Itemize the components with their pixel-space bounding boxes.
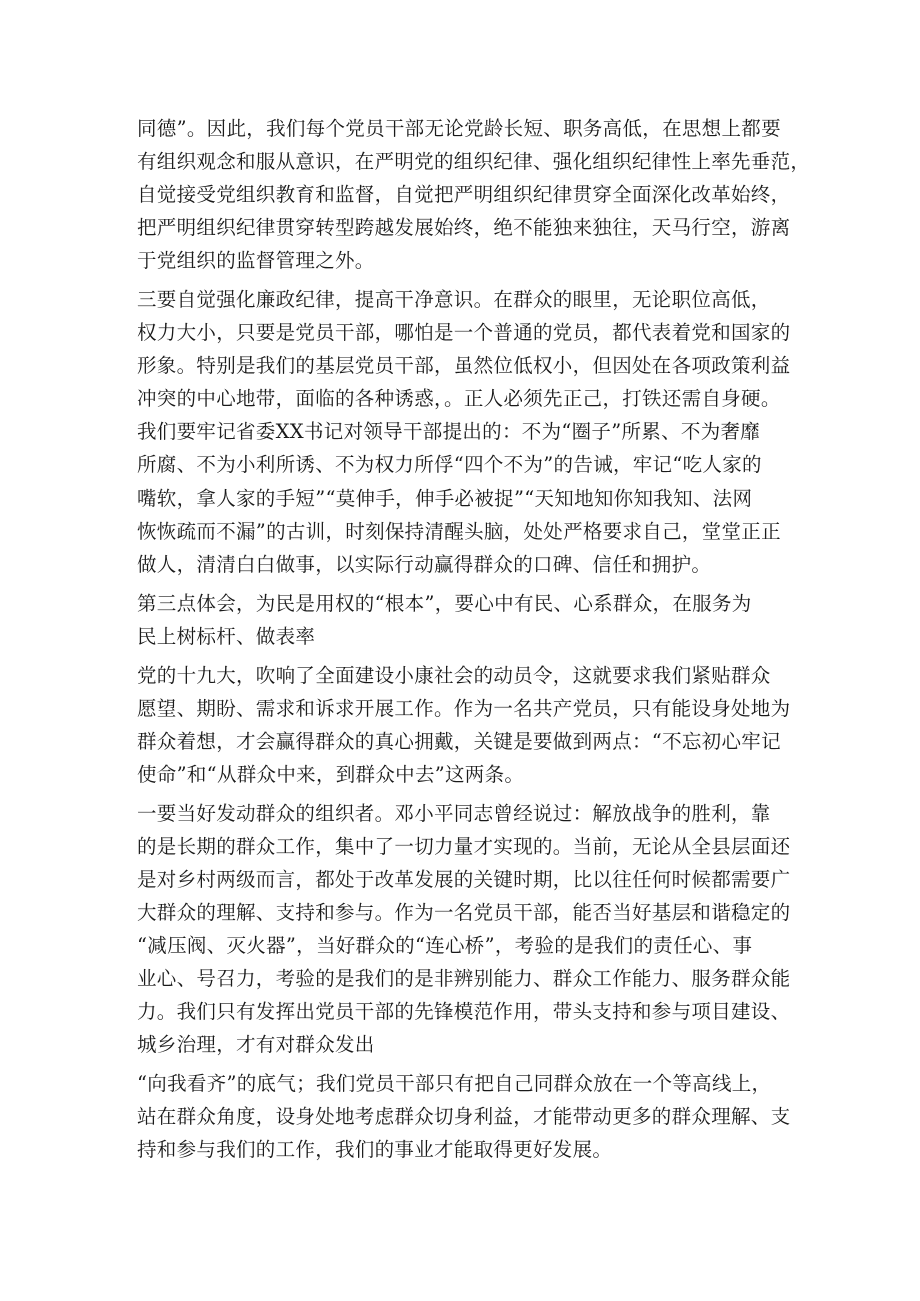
text-line: 权力大小，只要是党员干部，哪怕是一个普通的党员，都代表着党和国家的	[137, 321, 791, 344]
text-line: 城乡治理，才有对群众发出	[137, 1033, 375, 1056]
text-line: “向我看齐”的底气；我们党员干部只有把自己同群众放在一个等高线上，	[137, 1072, 772, 1095]
text-line: 一要当好发动群众的组织者。邓小平同志曾经说过：解放战争的胜利，靠	[137, 802, 771, 825]
text-line: 嘴软，拿人家的手短”“莫伸手，伸手必被捉”“天知地知你知我知、法网	[137, 487, 753, 510]
text-line: 使命”和“从群众中来，到群众中去”这两条。	[137, 763, 525, 786]
text-line: 恢恢疏而不漏”的古训，时刻保持清醒头脑，处处严格要求自己，堂堂正正	[137, 520, 781, 543]
text-line: 把严明组织纪律贯穿转型跨越发展始终，绝不能独来独往，天马行空，游离	[137, 216, 791, 239]
text-line: 民上树标杆、做表率	[137, 625, 316, 648]
text-line: 同德”。因此，我们每个党员干部无论党龄长短、职务高低，在思想上都要	[137, 117, 781, 140]
text-line: 第三点体会，为民是用权的“根本”，要心中有民、心系群众，在服务为	[137, 592, 752, 615]
text-line: 的是长期的群众工作，集中了一切力量才实现的。当前，无论从全县层面还	[137, 835, 791, 858]
text-line: 所腐、不为小利所诱、不为权力所俘“四个不为”的告诫，牢记“吃人家的	[137, 453, 762, 476]
text-line: “减压阀、灭火器”，当好群众的“连心桥”，考验的是我们的责任心、事	[137, 934, 753, 957]
text-line: 形象。特别是我们的基层党员干部，虽然位低权小，但因处在各项政策利益	[137, 354, 791, 377]
text-line: 冲突的中心地带，面临的各种诱惑，。正人必须先正己，打铁还需自身硬。	[137, 387, 781, 410]
text-line: 于党组织的监督管理之外。	[137, 249, 375, 272]
text-line: 我们要牢记省委XX书记对领导干部提出的：不为“圈子”所累、不为奢靡	[137, 420, 761, 443]
text-line: 业心、号召力，考验的是我们的是非辨别能力、群众工作能力、服务群众能	[137, 967, 791, 990]
text-line: 有组织观念和服从意识，在严明党的组织纪律、强化组织纪律性上率先垂范，	[137, 150, 811, 173]
text-line: 自觉接受党组织教育和监督，自觉把严明组织纪律贯穿全面深化改革始终，	[137, 183, 791, 206]
text-line: 力。我们只有发挥出党员干部的先锋模范作用，带头支持和参与项目建设、	[137, 1000, 791, 1023]
text-line: 党的十九大，吹响了全面建设小康社会的动员令，这就要求我们紧贴群众	[137, 664, 771, 687]
text-line: 做人，清清白白做事，以实际行动赢得群众的口碑、信任和拥护。	[137, 553, 712, 576]
text-line: 三要自觉强化廉政纪律，提高干净意识。在群众的眼里，无论职位高低，	[137, 288, 771, 311]
text-line: 大群众的理解、支持和参与。作为一名党员干部，能否当好基层和谐稳定的	[137, 901, 791, 924]
text-line: 是对乡村两级而言，都处于改革发展的关键时期，比以往任何时候都需要广	[137, 868, 791, 891]
text-line: 站在群众角度，设身处地考虑群众切身利益，才能带动更多的群众理解、支	[137, 1105, 791, 1128]
text-line: 群众着想，才会赢得群众的真心拥戴，关键是要做到两点：“不忘初心牢记	[137, 730, 781, 753]
text-line: 持和参与我们的工作，我们的事业才能取得更好发展。	[137, 1138, 613, 1161]
text-line: 愿望、期盼、需求和诉求开展工作。作为一名共产党员，只有能设身处地为	[137, 697, 791, 720]
